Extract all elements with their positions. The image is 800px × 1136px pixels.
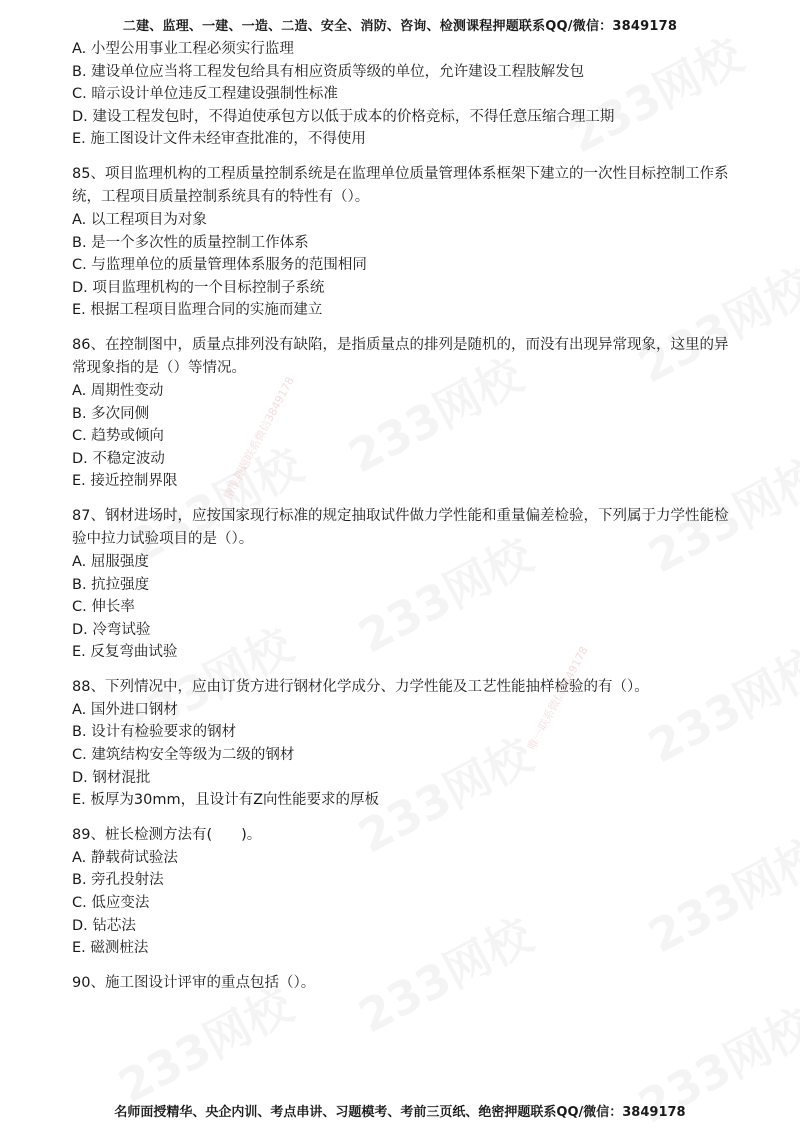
question-stem: 90、施工图设计评审的重点包括（）。 [72,974,316,991]
question-block [72,163,732,322]
answer-option: E. 反复弯曲试验 [72,644,178,661]
answer-option: B. 是一个多次性的质量控制工作体系 [72,234,309,251]
question-stem: 86、在控制图中，质量点排列没有缺陷，是指质量点的排列是随机的，而没有出现异常现象，这里的异常现象指的是（）等情况。 [72,336,729,376]
question-block [72,38,732,151]
answer-option: D. 不稳定波动 [72,450,165,467]
answer-option: C. 伸长率 [72,599,135,616]
answer-option: A. 屈服强度 [72,553,149,570]
answer-option: D. 钢材混批 [72,769,151,786]
question-stem: 89、桩长检测方法有( )。 [72,826,262,843]
answer-option: C. 暗示设计单位违反工程建设强制性标准 [72,86,338,103]
watermark-note: 唯一联系微信3849178 [525,644,591,753]
question-stem: 85、项目监理机构的工程质量控制系统是在监理单位质量管理体系框架下建立的一次性目标控制工作系统，工程项目质量控制系统具有的特性有（）。 [72,165,729,205]
answer-option: A. 周期性变动 [72,382,164,399]
answer-option: D. 建设工程发包时，不得迫使承包方以低于成本的价格竞标，不得任意压缩合理工期 [72,108,615,125]
answer-option: D. 项目监理机构的一个目标控制子系统 [72,279,325,296]
answer-option: C. 趋势或倾向 [72,428,164,445]
page-header: 二建、监理、一建、一造、二造、安全、消防、咨询、检测课程押题联系QQ/微信：3849178 [122,19,678,34]
question-block [72,972,732,995]
answer-option: B. 多次同侧 [72,405,150,422]
answer-option: C. 建筑结构安全等级为二级的钢材 [72,747,295,764]
answer-option: E. 施工图设计文件未经审查批准的，不得使用 [72,131,366,148]
answer-option: A. 静载荷试验法 [72,849,178,866]
question-block [72,505,732,664]
question-block [72,676,732,812]
answer-option: E. 板厚为30mm，且设计有Z向性能要求的厚板 [72,792,380,809]
answer-option: A. 以工程项目为对象 [72,211,207,228]
answer-option: B. 建设单位应当将工程发包给具有相应资质等级的单位，允许建设工程肢解发包 [72,63,585,80]
answer-option: E. 根据工程项目监理合同的实施而建立 [72,302,323,319]
answer-option: A. 小型公用事业工程必须实行监理 [72,41,294,57]
answer-option: C. 低应变法 [72,895,150,912]
question-list [72,38,732,995]
question-stem: 88、下列情况中，应由订货方进行钢材化学成分、力学性能及工艺性能抽样检验的有（）。 [72,678,649,695]
answer-option: C. 与监理单位的质量管理体系服务的范围相同 [72,257,367,274]
answer-option: E. 磁测桩法 [72,940,149,957]
answer-option: E. 接近控制界限 [72,473,178,490]
watermark-note: 精准押题联系微信3849178 [221,374,297,502]
question-block [72,334,732,493]
answer-option: B. 抗拉强度 [72,576,150,593]
answer-option: A. 国外进口钢材 [72,701,178,718]
answer-option: B. 设计有检验要求的钢材 [72,724,237,741]
page-footer: 名师面授精华、央企内训、考点串讲、习题模考、考前三页纸、绝密押题联系QQ/微信：3849178 [114,1105,686,1120]
question-stem: 87、钢材进场时，应按国家现行标准的规定抽取试件做力学性能和重量偏差检验，下列属于力学性能检验中拉力试验项目的是（）。 [72,507,729,547]
answer-option: B. 旁孔投射法 [72,872,164,889]
answer-option: D. 钻芯法 [72,917,136,934]
answer-option: D. 冷弯试验 [72,621,151,638]
question-block [72,824,732,960]
